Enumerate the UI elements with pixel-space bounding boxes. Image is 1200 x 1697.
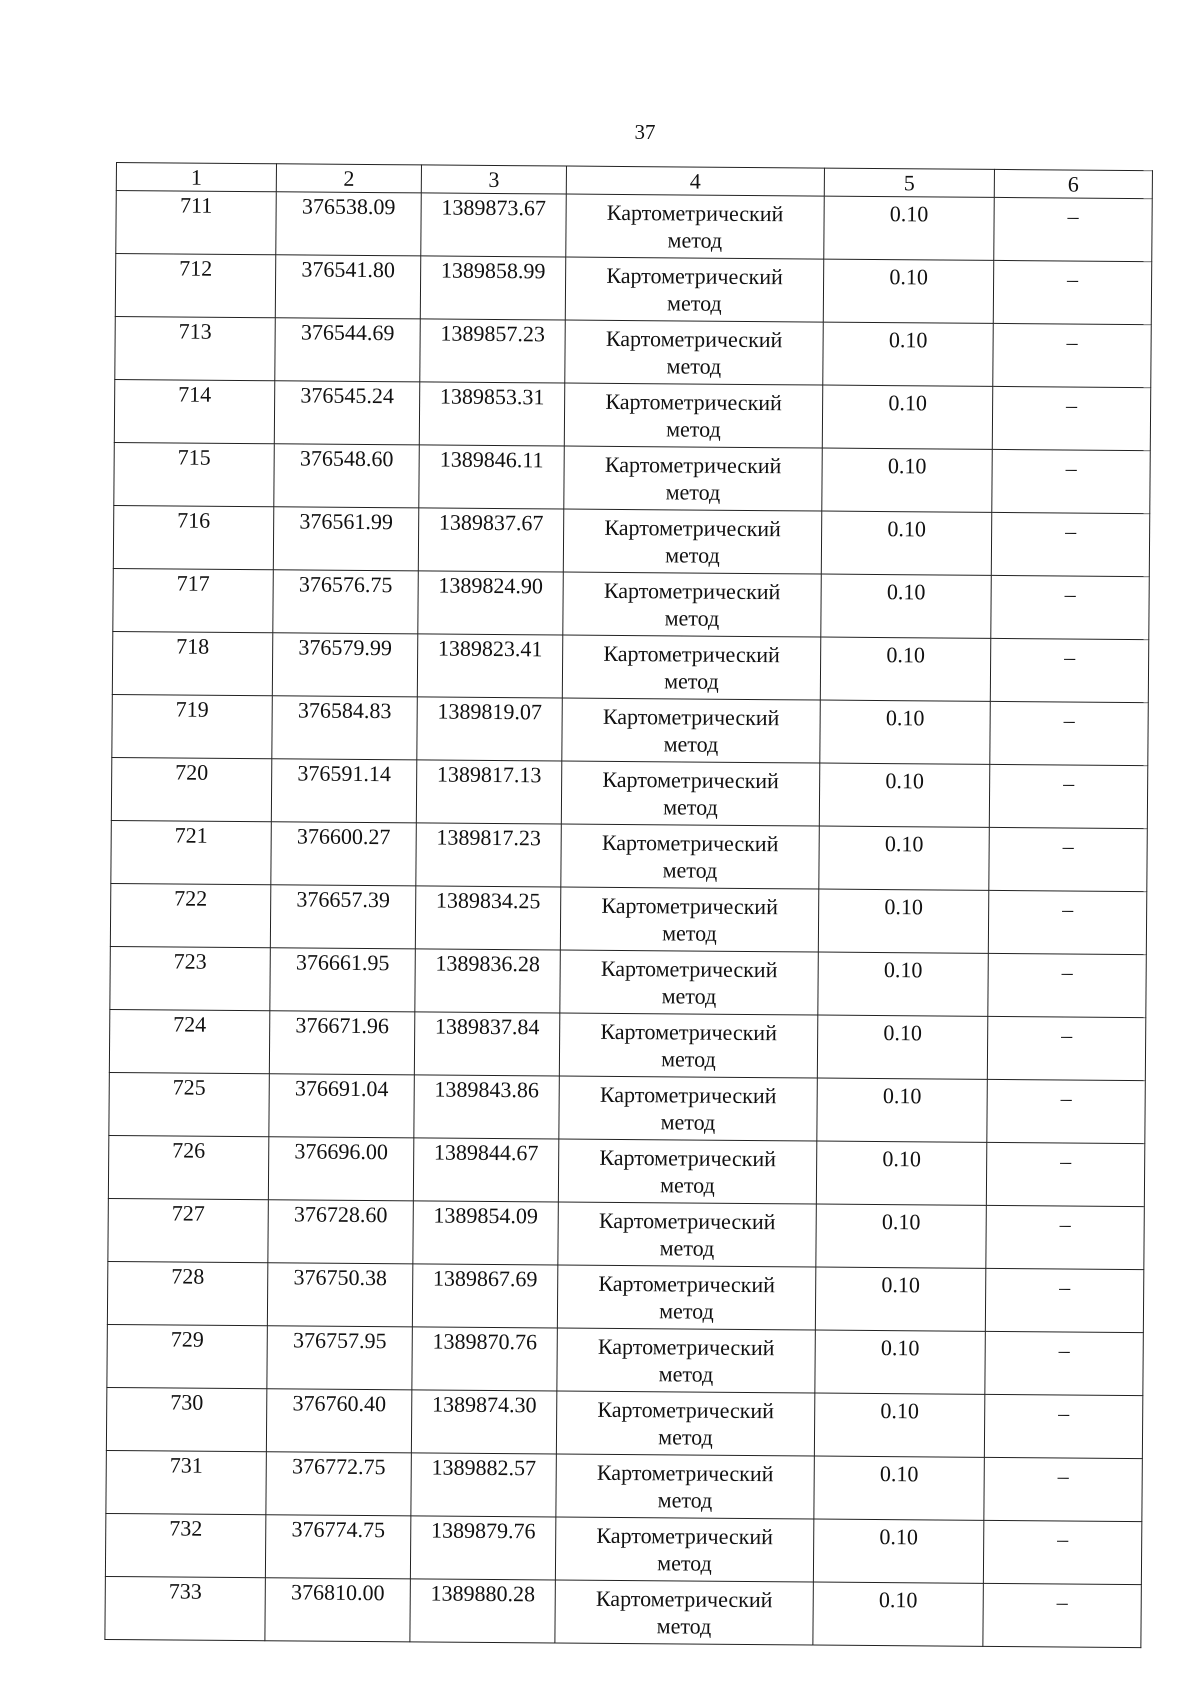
method-cell [561, 761, 819, 826]
method-text-line-2: метод [659, 1235, 715, 1261]
method-text-line-2: метод [657, 1487, 713, 1513]
method-text-line-1: Картометрический [598, 1270, 776, 1298]
method-text-line-2: метод [661, 983, 717, 1009]
table-row [109, 1009, 1145, 1080]
note-cell: – [985, 1331, 1143, 1395]
method-cell [565, 320, 823, 385]
x-coordinate-cell: 376671.96 [269, 1011, 414, 1075]
x-coordinate-cell: 376696.00 [268, 1137, 413, 1201]
point-number-cell: 717 [113, 568, 273, 632]
point-number-cell: 730 [106, 1387, 266, 1451]
table-row [107, 1261, 1143, 1332]
y-coordinate-cell: 1389844.67 [413, 1138, 558, 1202]
x-coordinate-cell: 376810.00 [265, 1578, 410, 1642]
method-text-line-1: Картометрический [604, 451, 782, 479]
method-cell [560, 950, 818, 1015]
x-coordinate-cell: 376691.04 [269, 1074, 414, 1138]
point-number-cell: 721 [111, 820, 271, 884]
table-row [110, 883, 1146, 954]
method-text-line-1: Картометрический [601, 892, 779, 920]
method-text-line-2: метод [657, 1550, 712, 1576]
table-row [107, 1324, 1143, 1395]
point-number-cell: 732 [105, 1513, 265, 1577]
note-cell: – [993, 323, 1151, 387]
method-text-line-1: Картометрический [599, 1144, 777, 1172]
x-coordinate-cell: 376548.60 [274, 444, 419, 508]
method-text-line-2: метод [663, 731, 719, 757]
y-coordinate-cell: 1389817.23 [416, 823, 561, 887]
accuracy-cell: 0.10 [813, 1519, 983, 1583]
method-text-line-1: Картометрический [597, 1396, 775, 1424]
method-cell [558, 1202, 816, 1267]
accuracy-cell: 0.10 [816, 1141, 986, 1205]
accuracy-cell: 0.10 [818, 889, 988, 953]
x-coordinate-cell: 376576.75 [273, 570, 418, 634]
point-number-cell: 733 [105, 1576, 265, 1640]
method-text-line-2: метод [665, 542, 720, 568]
note-cell: – [991, 575, 1149, 639]
point-number-cell: 719 [112, 694, 272, 758]
point-number-cell: 725 [109, 1072, 269, 1136]
column-header-3: 3 [421, 165, 566, 194]
note-cell: – [983, 1520, 1141, 1584]
method-text-line-2: метод [658, 1361, 714, 1387]
method-text-line-2: метод [662, 920, 717, 946]
method-text-line-2: метод [666, 416, 721, 442]
table-row [108, 1198, 1144, 1269]
note-cell: – [984, 1457, 1142, 1521]
method-text-line-1: Картометрический [602, 703, 780, 731]
point-number-cell: 723 [110, 946, 270, 1010]
column-header-6: 6 [994, 169, 1152, 198]
table-row [106, 1450, 1142, 1521]
point-number-cell: 724 [109, 1009, 269, 1073]
x-coordinate-cell: 376728.60 [268, 1200, 413, 1264]
y-coordinate-cell: 1389819.07 [417, 697, 562, 761]
method-text-line-1: Картометрический [606, 262, 783, 290]
y-coordinate-cell: 1389857.23 [420, 319, 565, 383]
method-text-line-1: Картометрический [596, 1459, 774, 1487]
method-text-line-1: Картометрический [605, 388, 782, 416]
x-coordinate-cell: 376774.75 [265, 1515, 410, 1579]
accuracy-cell: 0.10 [821, 511, 991, 575]
note-cell: – [989, 827, 1147, 891]
table-row [105, 1576, 1141, 1647]
note-cell: – [992, 386, 1150, 450]
note-cell: – [983, 1583, 1141, 1647]
method-cell [560, 887, 818, 952]
method-text-line-2: метод [661, 1046, 716, 1072]
column-header-1: 1 [116, 163, 276, 192]
note-cell: – [984, 1394, 1142, 1458]
point-number-cell: 728 [107, 1261, 267, 1325]
table-row [111, 820, 1147, 891]
point-number-cell: 726 [108, 1135, 268, 1199]
method-text-line-1: Картометрический [604, 514, 781, 542]
method-cell [559, 1013, 817, 1078]
table-row [113, 568, 1149, 639]
point-number-cell: 729 [107, 1324, 267, 1388]
point-number-cell: 716 [113, 505, 273, 569]
method-text-line-2: метод [664, 668, 719, 694]
method-cell [562, 635, 820, 700]
x-coordinate-cell: 376545.24 [274, 381, 419, 445]
y-coordinate-cell: 1389846.11 [419, 445, 564, 509]
x-coordinate-cell: 376544.69 [275, 318, 420, 382]
y-coordinate-cell: 1389853.31 [419, 382, 564, 446]
point-number-cell: 720 [111, 757, 271, 821]
y-coordinate-cell: 1389834.25 [415, 886, 560, 950]
accuracy-cell: 0.10 [820, 637, 990, 701]
note-cell: – [990, 701, 1148, 765]
note-cell: – [986, 1205, 1144, 1269]
note-cell: – [988, 890, 1146, 954]
note-cell: – [985, 1268, 1143, 1332]
method-text-line-1: Картометрический [602, 766, 779, 794]
accuracy-cell: 0.10 [822, 385, 992, 449]
method-cell [557, 1265, 815, 1330]
method-cell [556, 1391, 814, 1456]
table-body [105, 191, 1152, 1648]
method-text-line-2: метод [664, 605, 720, 631]
accuracy-cell: 0.10 [822, 448, 992, 512]
y-coordinate-cell: 1389823.41 [417, 634, 562, 698]
method-text-line-1: Картометрический [597, 1333, 775, 1361]
note-cell: – [988, 953, 1146, 1017]
x-coordinate-cell: 376538.09 [276, 192, 421, 256]
point-number-cell: 718 [112, 631, 272, 695]
method-text-line-1: Картометрический [603, 640, 780, 668]
method-text-line-1: Картометрический [599, 1081, 777, 1109]
x-coordinate-cell: 376584.83 [272, 696, 417, 760]
x-coordinate-cell: 376657.39 [270, 885, 415, 949]
x-coordinate-cell: 376591.14 [271, 759, 416, 823]
table-row [109, 1072, 1145, 1143]
method-cell [558, 1139, 816, 1204]
method-text-line-1: Картометрический [605, 325, 783, 353]
point-number-cell: 727 [108, 1198, 268, 1262]
table-row [106, 1387, 1142, 1458]
note-cell: – [992, 449, 1150, 513]
note-cell: – [994, 197, 1152, 261]
method-text-line-2: метод [662, 857, 718, 883]
note-cell: – [986, 1142, 1144, 1206]
y-coordinate-cell: 1389870.76 [412, 1327, 557, 1391]
method-text-line-1: Картометрический [601, 829, 779, 857]
y-coordinate-cell: 1389858.99 [420, 256, 565, 320]
y-coordinate-cell: 1389837.67 [418, 508, 563, 572]
y-coordinate-cell: 1389854.09 [413, 1201, 558, 1265]
x-coordinate-cell: 376750.38 [267, 1263, 412, 1327]
y-coordinate-cell: 1389836.28 [415, 949, 560, 1013]
accuracy-cell: 0.10 [815, 1330, 985, 1394]
method-text-line-2: метод [665, 479, 721, 505]
x-coordinate-cell: 376661.95 [270, 948, 415, 1012]
table-row [112, 694, 1148, 765]
table-row [115, 316, 1151, 387]
method-text-line-1: Картометрический [600, 1018, 778, 1046]
table-row [114, 379, 1150, 450]
y-coordinate-cell: 1389843.86 [414, 1075, 559, 1139]
accuracy-cell: 0.10 [817, 1078, 987, 1142]
method-text-line-1: Картометрический [598, 1207, 776, 1235]
method-text-line-2: метод [666, 353, 722, 379]
x-coordinate-cell: 376772.75 [266, 1452, 411, 1516]
table-row [113, 505, 1149, 576]
page-number: 37 [634, 120, 656, 144]
y-coordinate-cell: 1389879.76 [410, 1516, 555, 1580]
x-coordinate-cell: 376561.99 [273, 507, 418, 571]
method-text-line-1: Картометрический [600, 955, 778, 983]
y-coordinate-cell: 1389882.57 [411, 1453, 556, 1517]
method-text-line-2: метод [659, 1298, 714, 1324]
method-text-line-2: метод [667, 290, 722, 316]
note-cell: – [993, 260, 1151, 324]
method-cell [565, 257, 823, 322]
method-text-line-2: метод [660, 1109, 716, 1135]
y-coordinate-cell: 1389867.69 [412, 1264, 557, 1328]
point-number-cell: 711 [116, 191, 276, 255]
table-row [105, 1513, 1141, 1584]
coordinates-table-container [104, 162, 1153, 1648]
y-coordinate-cell: 1389873.67 [421, 193, 566, 257]
method-text-line-2: метод [667, 227, 723, 253]
method-cell [555, 1517, 813, 1582]
point-number-cell: 713 [115, 316, 275, 380]
x-coordinate-cell: 376579.99 [272, 633, 417, 697]
table-row [116, 191, 1152, 262]
point-number-cell: 714 [114, 379, 274, 443]
accuracy-cell: 0.10 [819, 826, 989, 890]
x-coordinate-cell: 376760.40 [266, 1389, 411, 1453]
method-cell [563, 572, 821, 637]
method-text-line-1: Картометрический [606, 199, 784, 227]
method-cell [559, 1076, 817, 1141]
x-coordinate-cell: 376600.27 [271, 822, 416, 886]
method-cell [561, 824, 819, 889]
accuracy-cell: 0.10 [820, 700, 990, 764]
x-coordinate-cell: 376541.80 [275, 255, 420, 319]
method-cell [556, 1454, 814, 1519]
table-row [110, 946, 1146, 1017]
y-coordinate-cell: 1389837.84 [414, 1012, 559, 1076]
note-cell: – [990, 638, 1148, 702]
method-text-line-2: метод [663, 794, 718, 820]
method-text-line-1: Картометрический [596, 1522, 774, 1550]
method-text-line-2: метод [658, 1424, 713, 1450]
accuracy-cell: 0.10 [823, 259, 993, 323]
y-coordinate-cell: 1389880.28 [410, 1579, 555, 1643]
table-row [112, 631, 1148, 702]
method-text-line-2: метод [656, 1613, 712, 1639]
x-coordinate-cell: 376757.95 [267, 1326, 412, 1390]
accuracy-cell: 0.10 [815, 1267, 985, 1331]
accuracy-cell: 0.10 [819, 763, 989, 827]
table-row [114, 442, 1150, 513]
accuracy-cell: 0.10 [814, 1456, 984, 1520]
method-text-line-2: метод [660, 1172, 715, 1198]
accuracy-cell: 0.10 [814, 1393, 984, 1457]
method-cell [557, 1328, 815, 1393]
y-coordinate-cell: 1389817.13 [416, 760, 561, 824]
accuracy-cell: 0.10 [818, 952, 988, 1016]
method-cell [555, 1580, 813, 1645]
y-coordinate-cell: 1389824.90 [418, 571, 563, 635]
table-row [115, 254, 1151, 325]
accuracy-cell: 0.10 [821, 574, 991, 638]
point-number-cell: 712 [115, 254, 275, 318]
note-cell: – [991, 512, 1149, 576]
column-header-2: 2 [276, 164, 421, 193]
point-number-cell: 722 [110, 883, 270, 947]
accuracy-cell: 0.10 [823, 322, 993, 386]
point-number-cell: 715 [114, 442, 274, 506]
column-header-5: 5 [824, 168, 994, 197]
column-header-4: 4 [566, 166, 824, 196]
note-cell: – [987, 1079, 1145, 1143]
point-number-cell: 731 [106, 1450, 266, 1514]
method-cell [562, 698, 820, 763]
table-row [111, 757, 1147, 828]
note-cell: – [989, 764, 1147, 828]
method-cell [563, 509, 821, 574]
coordinates-table [104, 162, 1153, 1648]
note-cell: – [987, 1016, 1145, 1080]
method-text-line-1: Картометрический [595, 1585, 773, 1613]
accuracy-cell: 0.10 [816, 1204, 986, 1268]
y-coordinate-cell: 1389874.30 [411, 1390, 556, 1454]
method-cell [564, 446, 822, 511]
method-text-line-1: Картометрический [603, 577, 781, 605]
accuracy-cell: 0.10 [813, 1582, 983, 1646]
method-cell [564, 383, 822, 448]
method-cell [566, 194, 824, 259]
table-row [108, 1135, 1144, 1206]
accuracy-cell: 0.10 [817, 1015, 987, 1079]
accuracy-cell: 0.10 [824, 196, 994, 260]
